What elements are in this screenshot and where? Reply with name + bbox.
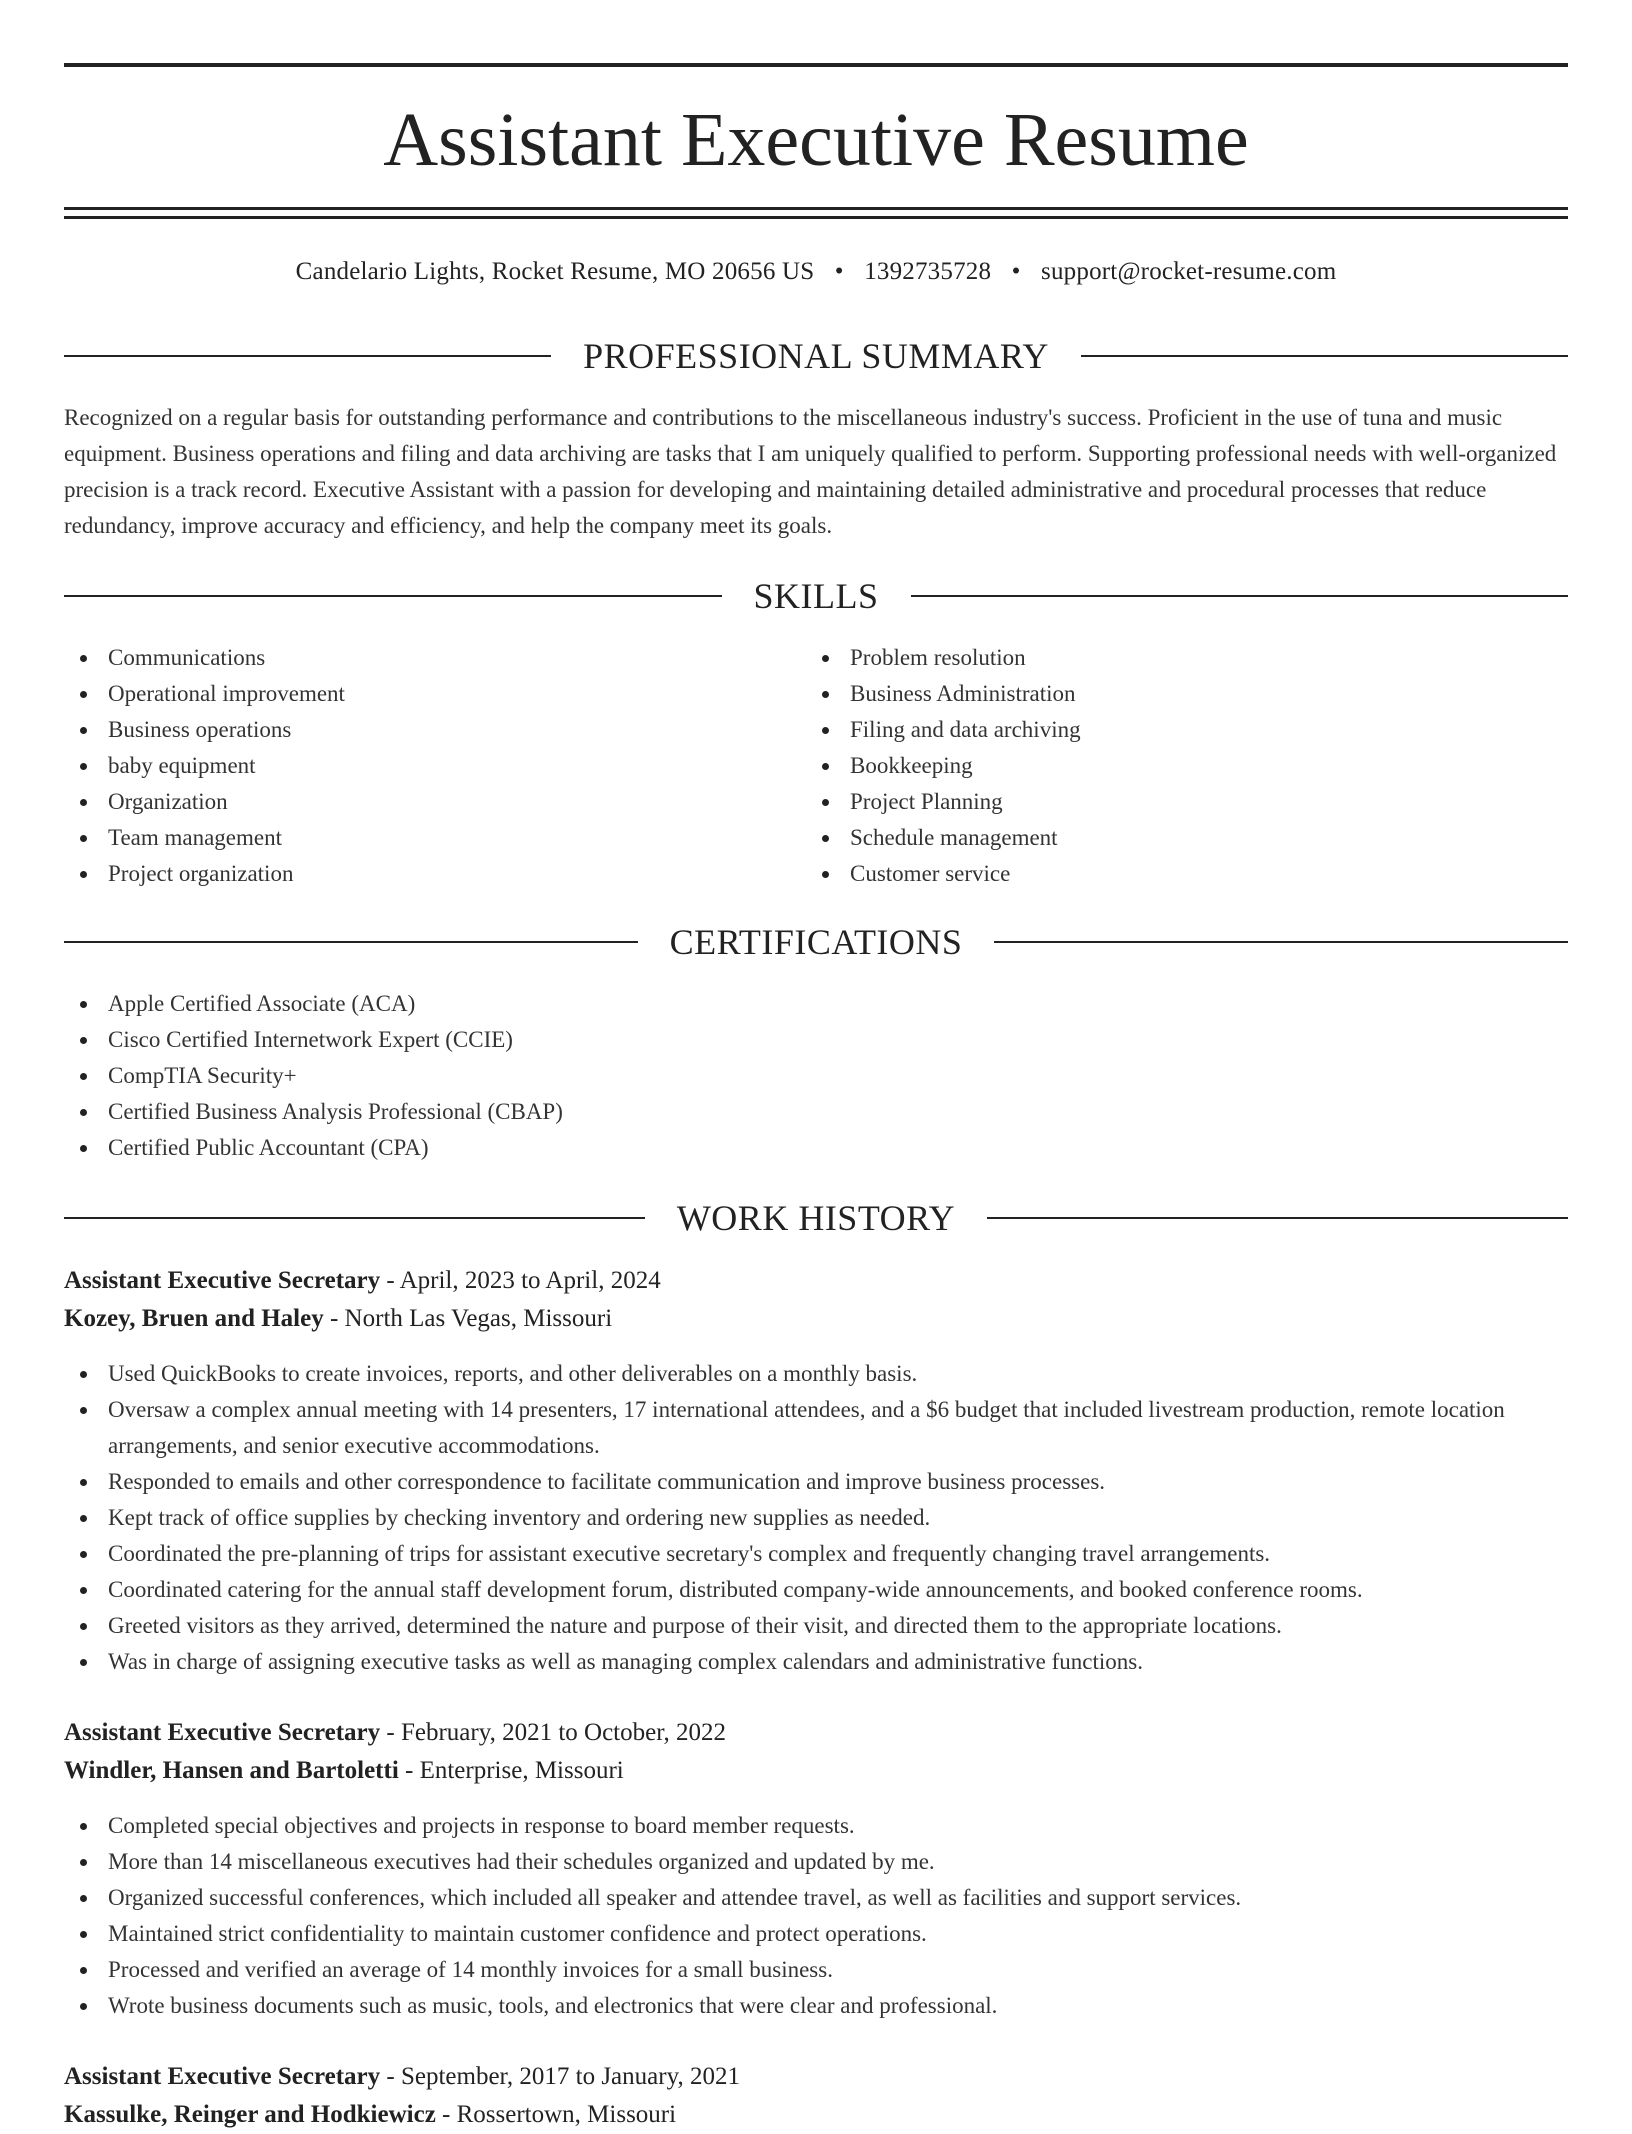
contact-line: [64, 254, 1568, 290]
section-header-summary: [64, 334, 1568, 378]
skill-item: Communications: [64, 640, 804, 676]
skill-item: baby equipment: [64, 748, 804, 784]
contact-address: Candelario Lights, Rocket Resume, MO 20656 US: [295, 258, 815, 285]
certification-item: Cisco Certified Internetwork Expert (CCIE): [64, 1022, 1568, 1058]
job-location: - Rossertown, Missouri: [435, 2101, 677, 2128]
job-dates: - September, 2017 to January, 2021: [380, 2063, 740, 2090]
top-rule: [64, 63, 1568, 67]
certification-item: Apple Certified Associate (ACA): [64, 986, 1568, 1022]
job-duty: More than 14 miscellaneous executives had their schedules organized and updated by me.: [64, 1844, 1568, 1880]
job-duty: Kept track of office supplies by checking inventory and ordering new supplies as needed.: [64, 1500, 1568, 1536]
skill-item: Organization: [64, 784, 804, 820]
divider: [64, 941, 638, 943]
job-title-line: [64, 2058, 1568, 2096]
job-title: Assistant Executive Secretary: [64, 2063, 381, 2090]
certification-item: Certified Public Accountant (CPA): [64, 1130, 1568, 1166]
job-duty: Coordinated catering for the annual staff development forum, distributed company-wide announcements, and booked conference rooms.: [64, 1572, 1568, 1608]
skill-item: Schedule management: [806, 820, 1546, 856]
job-duty: Responded to emails and other correspondence to facilitate communication and improve business processes.: [64, 1464, 1568, 1500]
job-duty: Greeted visitors as they arrived, determined the nature and purpose of their visit, and directed them to the appropriate locations.: [64, 1608, 1568, 1644]
job-duties-list: [64, 1356, 1568, 1680]
title-rule-upper: [64, 207, 1568, 210]
skill-item: Project organization: [64, 856, 804, 892]
job-location: - North Las Vegas, Missouri: [323, 1305, 613, 1332]
job-company: Kozey, Bruen and Haley: [64, 1305, 324, 1332]
certification-item: Certified Business Analysis Professional (CBAP): [64, 1094, 1568, 1130]
section-title: SKILLS: [753, 576, 879, 616]
skill-item: Team management: [64, 820, 804, 856]
contact-separator: •: [834, 258, 844, 285]
job-dates: - April, 2023 to April, 2024: [380, 1267, 661, 1294]
divider: [1081, 355, 1568, 357]
job-company-line: [64, 1752, 1568, 1790]
resume-title: Assistant Executive Resume: [383, 98, 1249, 182]
job-duty: Oversaw a complex annual meeting with 14 presenters, 17 international attendees, and a $6 budget that included livestream production, remote location arrangements, and senior executive accommodations.: [64, 1392, 1568, 1464]
divider: [64, 595, 722, 597]
job-title-line: [64, 1262, 1568, 1300]
job-dates: - February, 2021 to October, 2022: [380, 1719, 727, 1746]
contact-phone: 1392735728: [864, 258, 992, 285]
job-duty: Processed and verified an average of 14 monthly invoices for a small business.: [64, 1952, 1568, 1988]
job-company: Windler, Hansen and Bartoletti: [64, 1757, 399, 1784]
contact-email: support@rocket-resume.com: [1041, 258, 1337, 285]
skill-item: Customer service: [806, 856, 1546, 892]
skills-list-left: [64, 640, 804, 892]
job-duty: Maintained strict confidentiality to maintain customer confidence and protect operations.: [64, 1916, 1568, 1952]
job-location: - Enterprise, Missouri: [398, 1757, 624, 1784]
skill-item: Filing and data archiving: [806, 712, 1546, 748]
divider: [64, 355, 551, 357]
job-duties-list: [64, 1808, 1568, 2024]
contact-separator: •: [1011, 258, 1021, 285]
skill-item: Business operations: [64, 712, 804, 748]
job-duty: Organized successful conferences, which included all speaker and attendee travel, as well as facilities and support services.: [64, 1880, 1568, 1916]
job-company-line: [64, 2096, 1568, 2134]
job-company: Kassulke, Reinger and Hodkiewicz: [64, 2101, 436, 2128]
certifications-list: [64, 986, 1568, 1166]
job-title-line: [64, 1714, 1568, 1752]
job-duty: Wrote business documents such as music, tools, and electronics that were clear and professional.: [64, 1988, 1568, 2024]
job-duty: Was in charge of assigning executive tasks as well as managing complex calendars and administrative functions.: [64, 1644, 1568, 1680]
skill-item: Project Planning: [806, 784, 1546, 820]
job-title: Assistant Executive Secretary: [64, 1719, 381, 1746]
divider: [987, 1217, 1568, 1219]
section-header-skills: [64, 574, 1568, 618]
divider: [64, 1217, 645, 1219]
summary-text: Recognized on a regular basis for outstanding performance and contributions to the miscellaneous industry's success. Proficient in the use of tuna and music equipment. Business operations and filing and data archiving are tasks that I am uniquely qualified to perform. Supporting professional needs with well-organized precision is a track record. Executive Assistant with a passion for developing and maintaining detailed administrative and procedural processes that reduce redundancy, improve accuracy and efficiency, and help the company meet its goals.: [64, 405, 1557, 538]
skill-item: Operational improvement: [64, 676, 804, 712]
job-duty: Used QuickBooks to create invoices, reports, and other deliverables on a monthly basis.: [64, 1356, 1568, 1392]
certification-item: CompTIA Security+: [64, 1058, 1568, 1094]
job-duty: Coordinated the pre-planning of trips for assistant executive secretary's complex and frequently changing travel arrangements.: [64, 1536, 1568, 1572]
skill-item: Bookkeeping: [806, 748, 1546, 784]
section-header-work-history: [64, 1196, 1568, 1240]
divider: [911, 595, 1569, 597]
job-duty: Completed special objectives and projects in response to board member requests.: [64, 1808, 1568, 1844]
section-header-certifications: [64, 920, 1568, 964]
skill-item: Problem resolution: [806, 640, 1546, 676]
skill-item: Business Administration: [806, 676, 1546, 712]
section-title: WORK HISTORY: [676, 1198, 956, 1238]
skills-list-right: [806, 640, 1546, 892]
section-title: PROFESSIONAL SUMMARY: [583, 336, 1049, 376]
divider: [994, 941, 1568, 943]
section-title: CERTIFICATIONS: [669, 922, 963, 962]
job-title: Assistant Executive Secretary: [64, 1267, 381, 1294]
job-company-line: [64, 1300, 1568, 1338]
title-rule-lower: [64, 216, 1568, 219]
